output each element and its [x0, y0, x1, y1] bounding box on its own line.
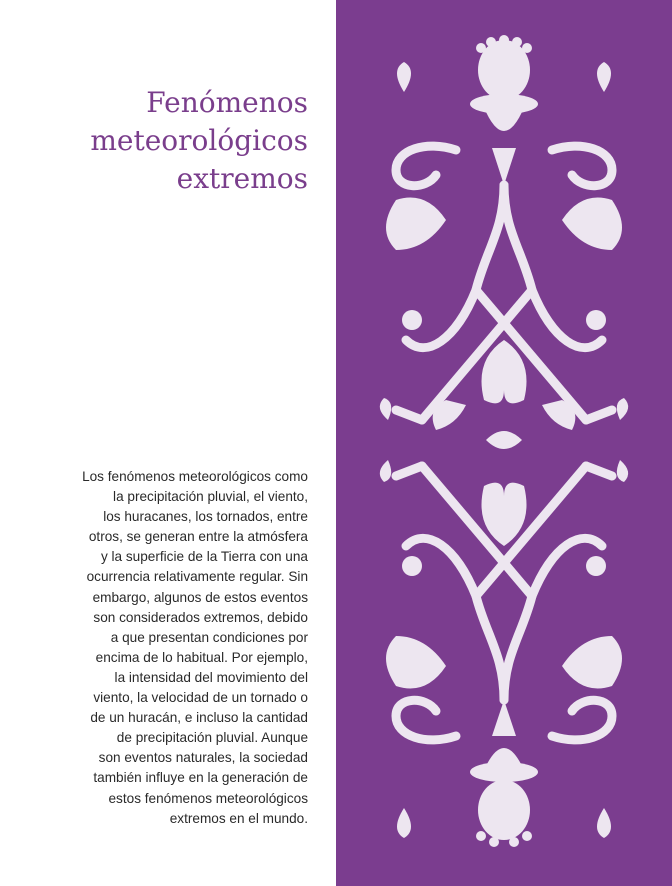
- title-line: extremos: [176, 162, 308, 195]
- mask-icon: [470, 700, 538, 847]
- body-line: la intensidad del movimiento del: [114, 669, 308, 685]
- body-line: Los fenómenos meteorológicos como: [82, 469, 308, 484]
- body-line: estos fenómenos meteorológicos: [108, 790, 308, 806]
- title-line: meteorológicos: [90, 124, 308, 157]
- body-line: extremos en el mundo.: [169, 810, 308, 826]
- floral-ornament-icon: [336, 0, 672, 886]
- page-title: [8, 84, 308, 198]
- body-line: ocurrencia relativamente regular. Sin: [86, 569, 308, 585]
- body-line: a que presentan condiciones por: [110, 629, 308, 645]
- mask-icon: [470, 35, 538, 185]
- body-paragraph: [16, 467, 308, 829]
- body-line: de un huracán, e incluso la cantidad: [90, 710, 308, 726]
- body-line: encima de lo habitual. Por ejemplo,: [95, 649, 308, 665]
- body-line: los huracanes, los tornados, entre: [103, 509, 308, 525]
- body-line: son considerados extremos, debido: [93, 609, 308, 625]
- body-line: de precipitación pluvial. Aunque: [116, 730, 308, 746]
- body-line: viento, la velocidad de un tornado o: [93, 690, 308, 706]
- body-line: otros, se generan entre la atmósfera: [88, 529, 308, 545]
- body-line: y la superficie de la Tierra con una: [100, 549, 308, 565]
- body-line: la precipitación pluvial, el viento,: [113, 489, 308, 505]
- body-line: son eventos naturales, la sociedad: [98, 750, 308, 766]
- body-line: embargo, algunos de estos eventos: [92, 589, 308, 605]
- decorative-panel: [336, 0, 672, 886]
- title-line: Fenómenos: [146, 86, 308, 119]
- body-line: también influye en la generación de: [93, 770, 308, 786]
